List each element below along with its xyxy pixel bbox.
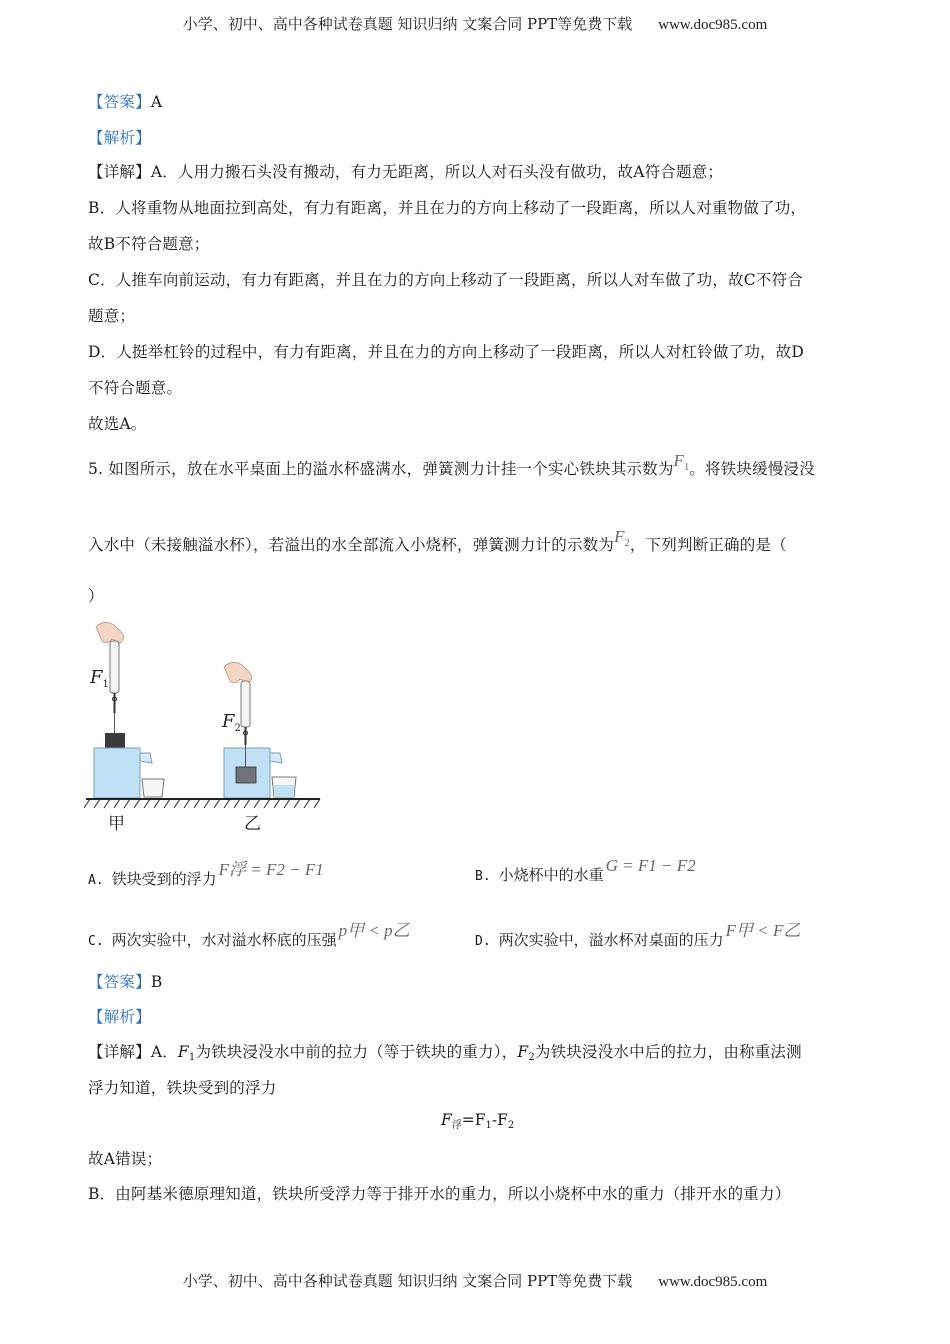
footer-text: 小学、初中、高中各种试卷真题 知识归纳 文案合同 PPT等免费下载 <box>182 1272 633 1290</box>
formula-sub2: 2 <box>507 1120 515 1131</box>
header-site[interactable]: www.doc985.com <box>658 17 768 33</box>
q4-answer-tag: 【答案】 <box>88 93 151 111</box>
option-a[interactable] <box>88 860 324 889</box>
page-footer <box>0 1270 950 1291</box>
formula-minus: -F <box>491 1111 508 1129</box>
beaker-left <box>142 779 164 797</box>
option-d-text: 两次实验中，溢水杯对桌面的压力 <box>498 931 724 949</box>
q4-analysis-tag: 【解析】 <box>88 129 151 147</box>
q5-analysis-tag: 【解析】 <box>88 1008 151 1026</box>
q5-stem1-math <box>673 451 690 473</box>
q5-detail1-f1: F <box>177 1043 189 1061</box>
spring-scale-right <box>241 681 250 727</box>
option-c[interactable] <box>88 921 410 950</box>
q5-answer-tag: 【答案】 <box>88 973 151 991</box>
apparatus-right <box>221 662 296 798</box>
q5-stem2-math <box>614 527 630 549</box>
apparatus-left <box>89 622 164 798</box>
q4-detail-line3: 故B不符合题意； <box>88 235 210 253</box>
q4-detail-tag: 【详解】 <box>88 163 151 181</box>
option-a-math: F浮 = F2 − F1 <box>218 860 324 879</box>
q4-answer-line <box>88 90 162 112</box>
option-d-math: F甲 < F乙 <box>725 921 801 940</box>
q4-detail-line1 <box>88 160 723 182</box>
q5-detail1-f1-sub: 1 <box>188 1052 196 1063</box>
q5-stem2-a: 入水中（未接触溢水杯），若溢出的水全部流入小烧杯，弹簧测力计的示数为 <box>88 536 615 554</box>
page-header <box>0 13 950 34</box>
option-d-letter: D. <box>475 934 491 949</box>
option-c-letter: C. <box>88 934 104 949</box>
footer-site[interactable]: www.doc985.com <box>658 1274 768 1290</box>
q5-detail1-c: 为铁块浸没水中后的拉力，由称重法测 <box>534 1043 802 1061</box>
q5-detail1-a: A． <box>150 1043 178 1061</box>
iron-block-right <box>236 767 256 783</box>
q5-stem1-math-letter: F <box>673 451 685 470</box>
caption-right: 乙 <box>244 814 261 834</box>
q5-stem1-math-sub: 1 <box>684 462 690 473</box>
q5-answer-line <box>88 970 162 992</box>
q5-stem1-b: 。将铁块缓慢浸没 <box>689 460 815 478</box>
option-b-text: 小烧杯中的水重 <box>498 866 604 884</box>
q4-detail-line6: D．人挺举杠铃的过程中，有力有距离，并且在力的方向上移动了一段距离，所以人对杠铃做了功，故D <box>88 343 805 361</box>
option-b-letter: B. <box>475 869 491 884</box>
q5-detail-line4: B．由阿基米德原理知道，铁块所受浮力等于排开水的重力，所以小烧杯中水的重力（排开水的重力） <box>88 1185 791 1203</box>
table-hatching <box>84 799 320 808</box>
q5-stem-line2 <box>88 527 787 557</box>
beaker-right-water <box>274 785 294 797</box>
spout-right <box>270 753 282 763</box>
formula-rest: =F <box>461 1111 486 1129</box>
option-a-text: 铁块受到的浮力 <box>111 870 217 888</box>
q5-detail-line1 <box>88 1040 802 1063</box>
q5-detail-line3: 故A错误； <box>88 1150 163 1168</box>
q5-stem2-b: ，下列判断正确的是（ <box>629 536 787 554</box>
q4-detail-line4: C．人推车向前运动，有力有距离，并且在力的方向上移动了一段距离，所以人对车做了功，故C不符合 <box>88 271 803 289</box>
header-text: 小学、初中、高中各种试卷真题 知识归纳 文案合同 PPT等免费下载 <box>182 15 633 33</box>
option-b[interactable] <box>475 856 696 885</box>
option-a-letter: A. <box>88 873 104 888</box>
q5-detail1-f2: F <box>517 1043 529 1061</box>
q5-figure <box>84 615 324 837</box>
q5-detail-line2: 浮力知道，铁块受到的浮力 <box>88 1079 277 1097</box>
option-d[interactable] <box>475 921 801 950</box>
q4-answer-value: A <box>150 93 163 111</box>
q4-detail-line5: 题意； <box>88 307 136 325</box>
iron-block-left <box>105 733 125 749</box>
spring-scale-left <box>110 641 119 693</box>
formula-sub: 浮 <box>451 1120 462 1131</box>
q5-stem-line1 <box>88 451 815 481</box>
q5-stem2-math-letter: F <box>614 527 625 546</box>
option-c-math: p甲 < p乙 <box>338 921 410 940</box>
hand-left-icon <box>96 622 124 643</box>
caption-left: 甲 <box>108 814 125 834</box>
overflow-cup-left <box>94 748 140 798</box>
q5-detail1-b: 为铁块浸没水中前的拉力（等于铁块的重力）， <box>195 1043 518 1061</box>
option-c-text: 两次实验中，水对溢水杯底的压强 <box>111 931 337 949</box>
formula-f: F <box>441 1111 452 1129</box>
q5-formula <box>441 1111 514 1131</box>
q4-line1-text: A．人用力搬石头没有搬动，有力无距离，所以人对石头没有做功，故A符合题意； <box>150 163 724 181</box>
q5-detail1-f2-sub: 2 <box>528 1052 535 1063</box>
q5-detail-tag: 【详解】 <box>88 1043 151 1061</box>
q5-stem-line3: ） <box>88 587 104 605</box>
label-f2: $F_2$ <box>222 711 241 734</box>
option-b-math: G = F1 − F2 <box>605 856 696 875</box>
q4-detail-line2: B．人将重物从地面拉到高处，有力有距离，并且在力的方向上移动了一段距离，所以人对重物做了功， <box>88 199 807 217</box>
q5-stem1-a: 5. 如图所示，放在水平桌面上的溢水杯盛满水，弹簧测力计挂一个实心铁块其示数为 <box>88 460 674 478</box>
q4-detail-line7: 不符合题意。 <box>88 379 183 397</box>
q5-stem2-math-sub: 2 <box>624 538 630 549</box>
formula-sub1: 1 <box>485 1120 492 1131</box>
hand-right-icon <box>224 662 252 683</box>
q4-conclusion: 故选A。 <box>88 415 147 433</box>
spout-left <box>140 753 152 763</box>
q5-answer-value: B <box>150 973 163 991</box>
label-f1: $F_1$ <box>90 667 109 690</box>
